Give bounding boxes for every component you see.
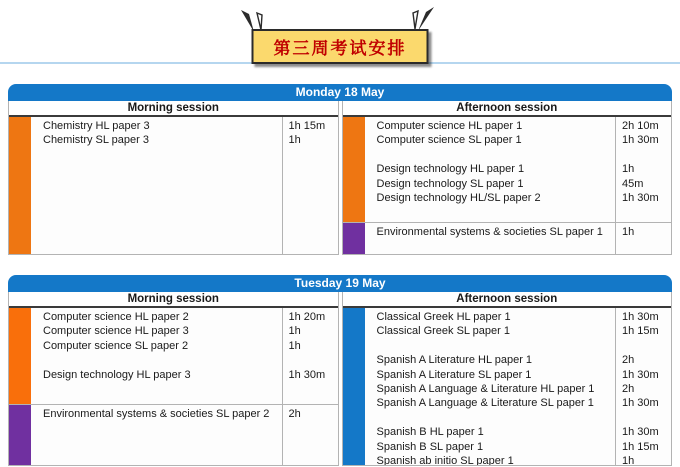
session-header: Morning session (9, 101, 338, 117)
exam-group (9, 404, 338, 465)
duration-cell: 1h (288, 134, 301, 147)
color-bar (9, 308, 31, 404)
subject-cell: Environmental systems & societies SL paper 2 (43, 408, 270, 421)
sessions-row (8, 101, 672, 255)
session-body (343, 308, 672, 465)
subject-cell: Classical Greek HL paper 1 (376, 311, 511, 323)
subject-cell: Chemistry HL paper 3 (43, 120, 150, 132)
blank-cell (377, 339, 616, 353)
duration-cell: 1h 30m (288, 368, 326, 381)
subject-column (365, 223, 616, 254)
blank-cell (622, 148, 671, 162)
color-bar (343, 117, 365, 222)
duration-cell: 2h (622, 382, 635, 395)
session-column (342, 292, 673, 466)
duration-column (282, 405, 338, 465)
duration-cell: 1h 15m (622, 440, 659, 453)
blank-cell (289, 436, 338, 450)
subject-cell: Spanish ab initio SL paper 1 (376, 454, 514, 465)
session-header: Afternoon session (343, 101, 672, 117)
duration-cell: 45m (622, 177, 644, 190)
session-header: Afternoon session (343, 292, 672, 308)
duration-cell: 1h (288, 339, 301, 352)
subject-cell: Design technology HL/SL paper 2 (376, 191, 541, 204)
exam-group (9, 117, 338, 254)
blank-cell (43, 422, 282, 436)
blank-cell (377, 411, 616, 425)
session-column (8, 292, 339, 466)
duration-cell: 2h (622, 354, 635, 367)
duration-cell: 1h 30m (622, 311, 659, 323)
session-body (343, 117, 672, 254)
subject-cell: Chemistry SL paper 3 (43, 134, 149, 147)
day-header: Monday 18 May (8, 84, 672, 101)
subject-cell: Computer science HL paper 1 (376, 120, 523, 132)
day-header: Tuesday 19 May (8, 275, 672, 292)
duration-cell: 1h 30m (622, 368, 659, 381)
exam-group (343, 308, 672, 465)
duration-cell: 1h 20m (288, 311, 326, 323)
duration-column (282, 117, 338, 254)
session-header: Morning session (9, 292, 338, 308)
subject-column (365, 117, 616, 222)
blank-cell (289, 422, 338, 436)
blank-cell (289, 353, 338, 367)
blank-cell (289, 451, 338, 465)
subject-cell: Spanish A Literature HL paper 1 (376, 354, 533, 367)
subject-cell: Spanish B SL paper 1 (376, 440, 484, 453)
color-bar (343, 308, 365, 465)
duration-column (615, 117, 671, 222)
subject-cell: Spanish A Language & Literature SL paper 1 (376, 397, 594, 410)
exam-day-table (8, 275, 672, 466)
sessions-row (8, 292, 672, 466)
duration-cell: 2h (288, 408, 301, 421)
duration-cell: 2h 10m (622, 120, 659, 132)
color-bar (343, 223, 365, 254)
duration-cell: 1h 15m (288, 120, 326, 132)
blank-cell (622, 339, 671, 353)
session-body (9, 117, 338, 254)
duration-cell: 1h (288, 325, 301, 338)
subject-cell: Environmental systems & societies SL paper 1 (376, 226, 603, 239)
duration-cell: 1h 30m (622, 426, 659, 439)
title-area (0, 0, 680, 84)
exam-day-table (8, 84, 672, 255)
session-body (9, 308, 338, 465)
day-tables-container (8, 84, 672, 467)
duration-column (615, 308, 671, 465)
duration-cell: 1h (622, 226, 635, 239)
subject-cell: Computer science SL paper 1 (376, 134, 522, 147)
subject-cell: Design technology HL paper 1 (376, 163, 525, 176)
subject-cell: Design technology SL paper 1 (376, 177, 524, 190)
blank-cell (377, 148, 616, 162)
color-bar (9, 405, 31, 465)
subject-cell: Spanish A Literature SL paper 1 (376, 368, 532, 381)
blank-cell (622, 411, 671, 425)
blank-cell (377, 240, 616, 254)
subject-cell: Computer science SL paper 2 (43, 339, 189, 352)
blank-cell (43, 451, 282, 465)
subject-column (31, 405, 282, 465)
blank-cell (622, 240, 671, 254)
duration-cell: 1h 30m (622, 191, 659, 204)
duration-cell: 1h 30m (622, 134, 659, 147)
subject-cell: Spanish A Language & Literature HL paper 1 (376, 382, 595, 395)
color-bar (9, 117, 31, 254)
blank-cell (43, 436, 282, 450)
exam-group (9, 308, 338, 404)
subject-column (31, 117, 282, 254)
subject-column (31, 308, 282, 404)
subject-cell: Computer science HL paper 3 (43, 325, 189, 338)
subject-cell: Design technology HL paper 3 (43, 368, 191, 381)
subject-column (365, 308, 616, 465)
duration-cell: 1h (622, 454, 635, 465)
session-column (8, 101, 339, 255)
exam-group (343, 117, 672, 222)
duration-column (615, 223, 671, 254)
subject-cell: Classical Greek SL paper 1 (376, 325, 510, 338)
exam-group (343, 222, 672, 254)
blank-cell (43, 353, 282, 367)
duration-column (282, 308, 338, 404)
session-column (342, 101, 673, 255)
page-title: 第三周考试安排 (252, 29, 429, 64)
duration-cell: 1h (622, 163, 635, 176)
duration-cell: 1h 15m (622, 325, 659, 338)
duration-cell: 1h 30m (622, 397, 659, 410)
subject-cell: Computer science HL paper 2 (43, 311, 189, 323)
subject-cell: Spanish B HL paper 1 (376, 426, 484, 439)
